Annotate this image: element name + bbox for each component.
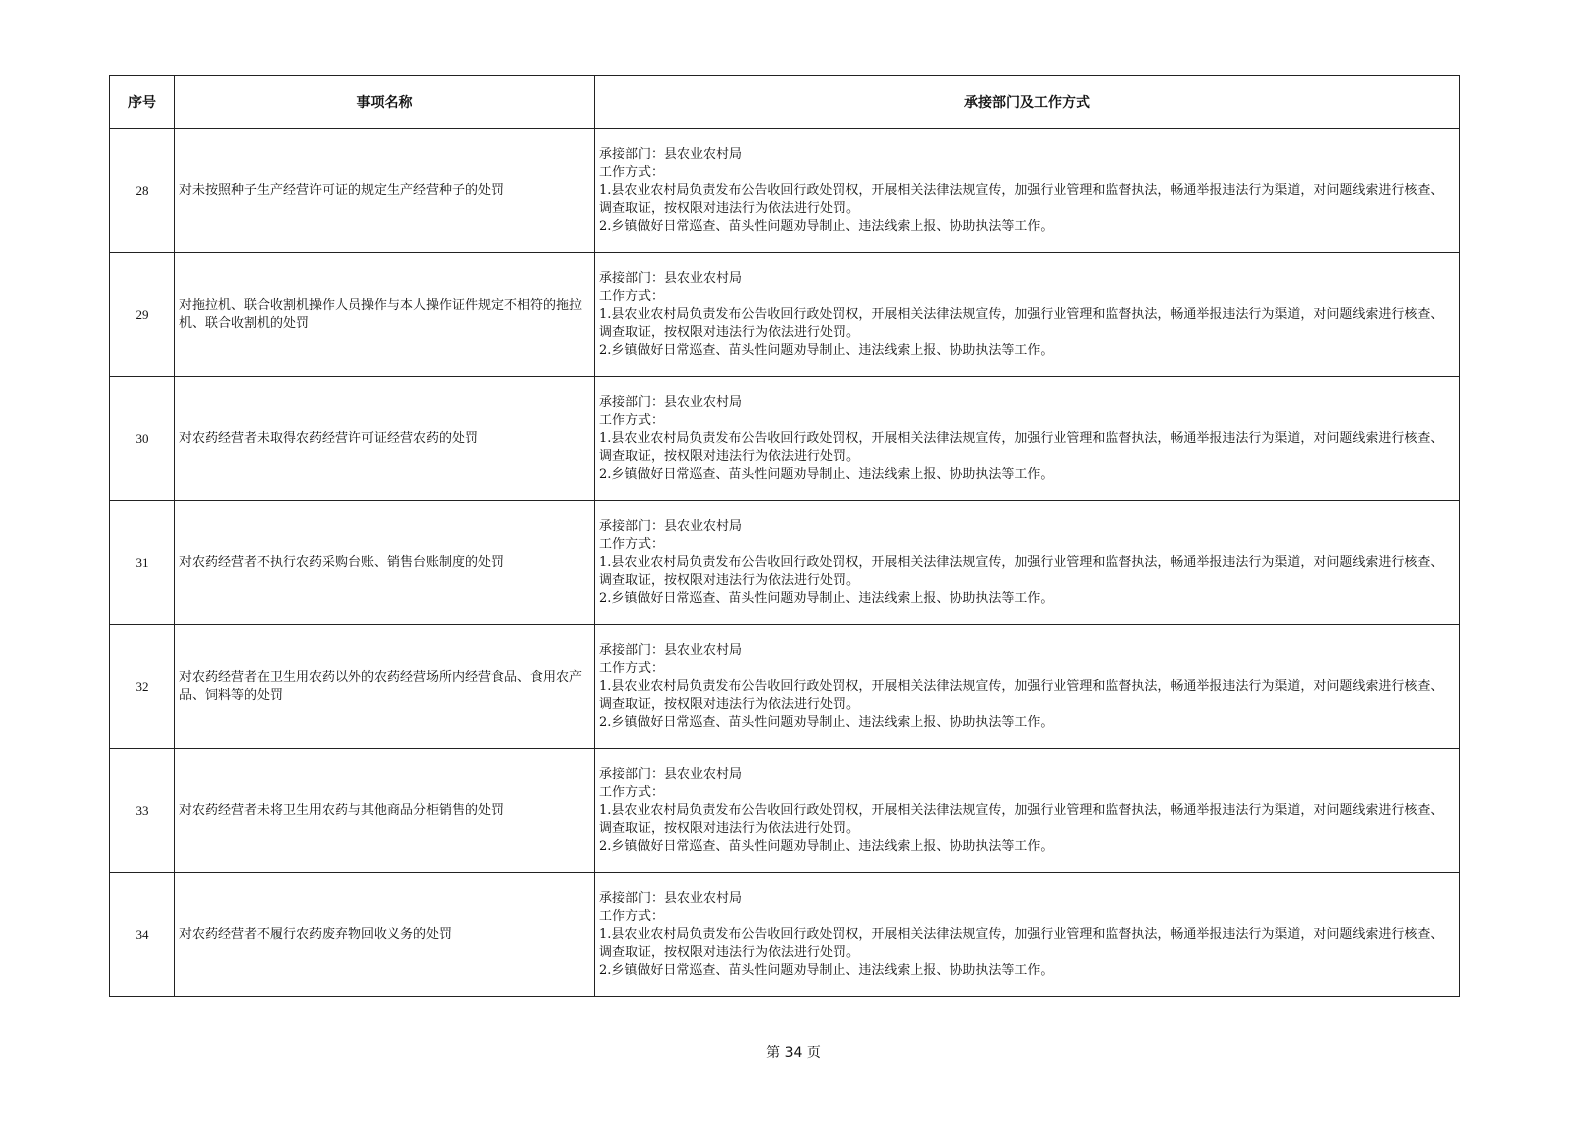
method-item-1: 1.县农业农村局负责发布公告收回行政处罚权，开展相关法律法规宣传，加强行业管理和监督执法，畅通举报违法行为渠道，对问题线索进行核查、调查取证，按权限对违法行为依法进行处罚。 — [599, 554, 1444, 588]
method-item-2: 2.乡镇做好日常巡查、苗头性问题劝导制止、违法线索上报、协助执法等工作。 — [599, 714, 1054, 730]
row-no: 30 — [110, 377, 175, 501]
row-dept-method — [595, 873, 1460, 997]
table-row — [110, 749, 1460, 873]
items-table — [109, 75, 1460, 997]
dept-line: 承接部门：县农业农村局 — [599, 146, 743, 162]
method-label: 工作方式： — [599, 784, 665, 800]
method-item-2: 2.乡镇做好日常巡查、苗头性问题劝导制止、违法线索上报、协助执法等工作。 — [599, 466, 1054, 482]
dept-line: 承接部门：县农业农村局 — [599, 766, 743, 782]
dept-line: 承接部门：县农业农村局 — [599, 518, 743, 534]
header-no: 序号 — [110, 76, 175, 129]
row-dept-method — [595, 129, 1460, 253]
method-label: 工作方式： — [599, 164, 665, 180]
row-no: 28 — [110, 129, 175, 253]
method-item-2: 2.乡镇做好日常巡查、苗头性问题劝导制止、违法线索上报、协助执法等工作。 — [599, 962, 1054, 978]
page-number: 第 34 页 — [766, 1045, 821, 1061]
table-header-row — [110, 76, 1460, 129]
method-item-2: 2.乡镇做好日常巡查、苗头性问题劝导制止、违法线索上报、协助执法等工作。 — [599, 342, 1054, 358]
header-name: 事项名称 — [175, 76, 595, 129]
row-item-name: 对农药经营者未将卫生用农药与其他商品分柜销售的处罚 — [175, 749, 595, 873]
table-row — [110, 129, 1460, 253]
row-no: 33 — [110, 749, 175, 873]
header-dept: 承接部门及工作方式 — [595, 76, 1460, 129]
dept-line: 承接部门：县农业农村局 — [599, 394, 743, 410]
row-dept-method — [595, 625, 1460, 749]
table-row — [110, 873, 1460, 997]
method-item-2: 2.乡镇做好日常巡查、苗头性问题劝导制止、违法线索上报、协助执法等工作。 — [599, 590, 1054, 606]
method-item-1: 1.县农业农村局负责发布公告收回行政处罚权，开展相关法律法规宣传，加强行业管理和监督执法，畅通举报违法行为渠道，对问题线索进行核查、调查取证，按权限对违法行为依法进行处罚。 — [599, 306, 1444, 340]
method-item-2: 2.乡镇做好日常巡查、苗头性问题劝导制止、违法线索上报、协助执法等工作。 — [599, 218, 1054, 234]
method-label: 工作方式： — [599, 660, 665, 676]
row-item-name: 对农药经营者不履行农药废弃物回收义务的处罚 — [175, 873, 595, 997]
method-label: 工作方式： — [599, 536, 665, 552]
row-no: 34 — [110, 873, 175, 997]
row-no: 31 — [110, 501, 175, 625]
table-row — [110, 377, 1460, 501]
method-label: 工作方式： — [599, 288, 665, 304]
method-label: 工作方式： — [599, 908, 665, 924]
row-dept-method — [595, 253, 1460, 377]
row-item-name: 对农药经营者不执行农药采购台账、销售台账制度的处罚 — [175, 501, 595, 625]
row-no: 32 — [110, 625, 175, 749]
row-item-name: 对未按照种子生产经营许可证的规定生产经营种子的处罚 — [175, 129, 595, 253]
dept-line: 承接部门：县农业农村局 — [599, 642, 743, 658]
method-item-1: 1.县农业农村局负责发布公告收回行政处罚权，开展相关法律法规宣传，加强行业管理和监督执法，畅通举报违法行为渠道，对问题线索进行核查、调查取证，按权限对违法行为依法进行处罚。 — [599, 802, 1444, 836]
dept-line: 承接部门：县农业农村局 — [599, 270, 743, 286]
table-row — [110, 253, 1460, 377]
method-item-1: 1.县农业农村局负责发布公告收回行政处罚权，开展相关法律法规宣传，加强行业管理和监督执法，畅通举报违法行为渠道，对问题线索进行核查、调查取证，按权限对违法行为依法进行处罚。 — [599, 430, 1444, 464]
table-row — [110, 625, 1460, 749]
method-item-2: 2.乡镇做好日常巡查、苗头性问题劝导制止、违法线索上报、协助执法等工作。 — [599, 838, 1054, 854]
row-no: 29 — [110, 253, 175, 377]
row-dept-method — [595, 501, 1460, 625]
row-item-name: 对农药经营者在卫生用农药以外的农药经营场所内经营食品、食用农产品、饲料等的处罚 — [175, 625, 595, 749]
method-item-1: 1.县农业农村局负责发布公告收回行政处罚权，开展相关法律法规宣传，加强行业管理和监督执法，畅通举报违法行为渠道，对问题线索进行核查、调查取证，按权限对违法行为依法进行处罚。 — [599, 678, 1444, 712]
table-row — [110, 501, 1460, 625]
row-dept-method — [595, 377, 1460, 501]
method-label: 工作方式： — [599, 412, 665, 428]
row-item-name: 对农药经营者未取得农药经营许可证经营农药的处罚 — [175, 377, 595, 501]
method-item-1: 1.县农业农村局负责发布公告收回行政处罚权，开展相关法律法规宣传，加强行业管理和监督执法，畅通举报违法行为渠道，对问题线索进行核查、调查取证，按权限对违法行为依法进行处罚。 — [599, 182, 1444, 216]
method-item-1: 1.县农业农村局负责发布公告收回行政处罚权，开展相关法律法规宣传，加强行业管理和监督执法，畅通举报违法行为渠道，对问题线索进行核查、调查取证，按权限对违法行为依法进行处罚。 — [599, 926, 1444, 960]
dept-line: 承接部门：县农业农村局 — [599, 890, 743, 906]
row-item-name: 对拖拉机、联合收割机操作人员操作与本人操作证件规定不相符的拖拉机、联合收割机的处罚 — [175, 253, 595, 377]
row-dept-method — [595, 749, 1460, 873]
